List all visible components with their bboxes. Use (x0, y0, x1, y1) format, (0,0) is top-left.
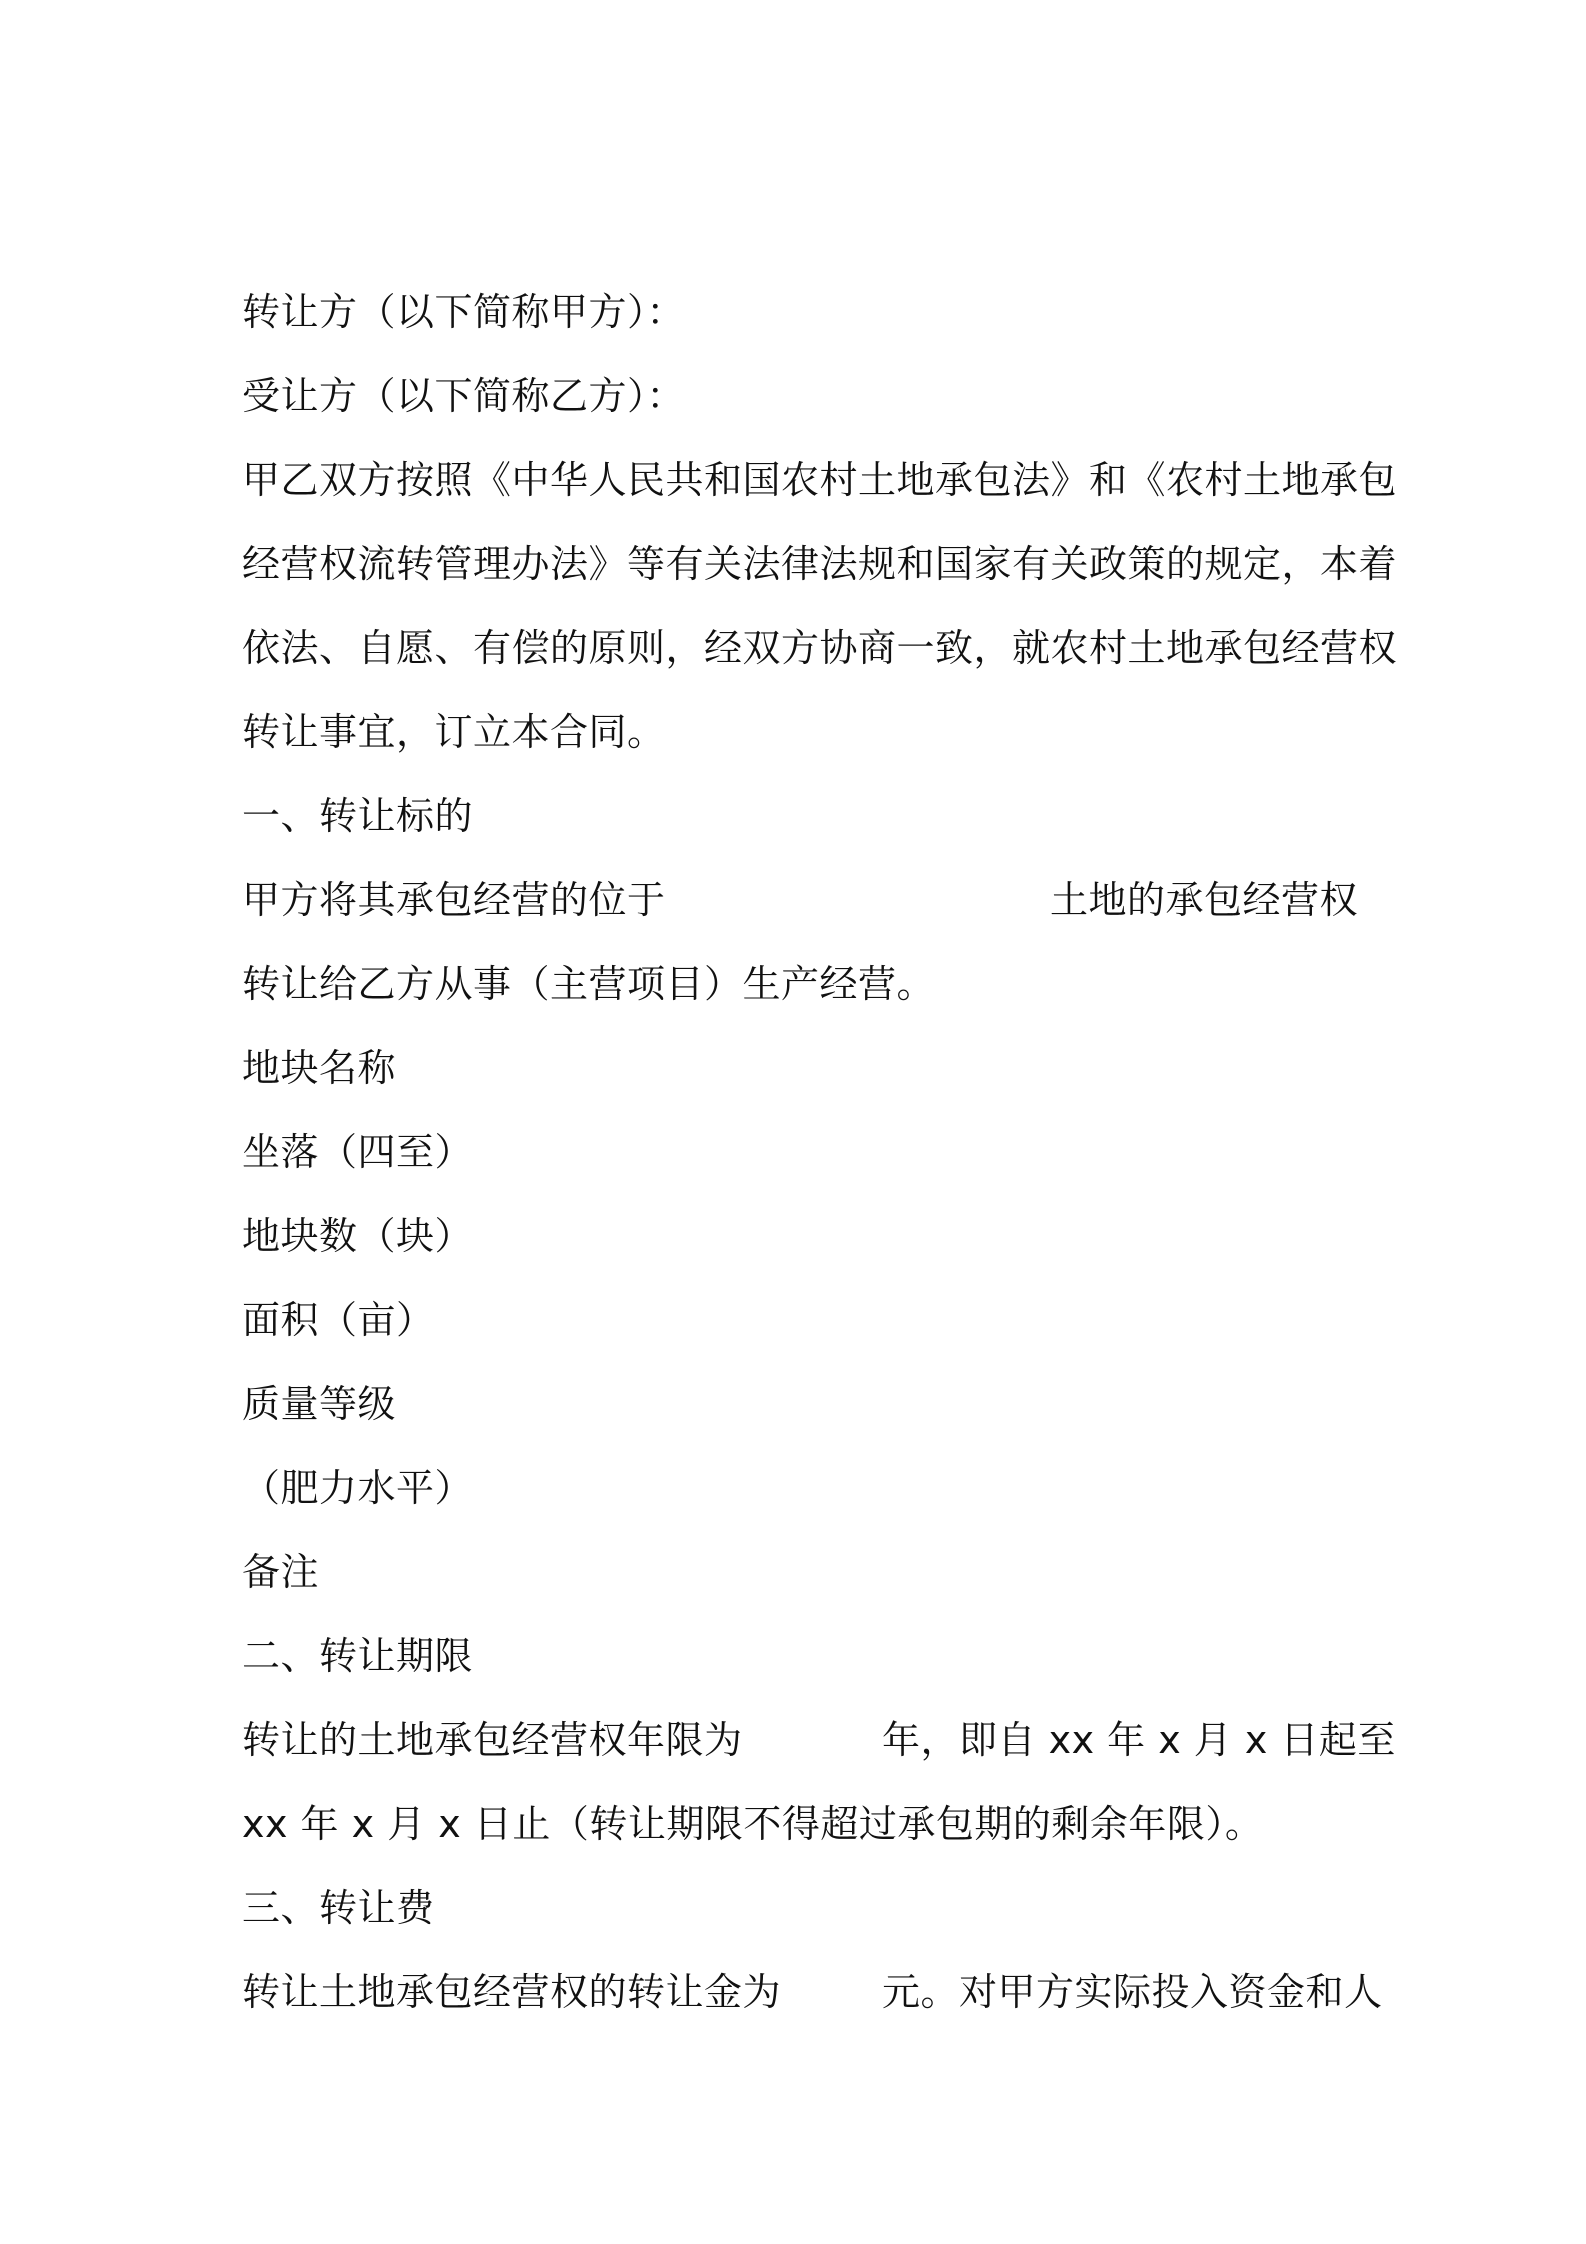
field-fertility-level: （肥力水平） (242, 1466, 474, 1510)
section3-line1-right: 元。对甲方实际投入资金和人 (882, 1970, 1383, 2014)
section2-line-1 (242, 1716, 1396, 1764)
section1-text-line-1 (242, 876, 1359, 924)
preamble-line-2: 经营权流转管理办法》等有关法律法规和国家有关政策的规定，本着 (242, 542, 1398, 586)
field-plot-name: 地块名称 (242, 1046, 397, 1090)
preamble-line-3: 依法、自愿、有偿的原则，经双方协商一致，就农村土地承包经营权 (242, 626, 1398, 670)
field-area: 面积（亩） (242, 1298, 435, 1342)
field-quality-grade: 质量等级 (242, 1382, 397, 1426)
transferee-line: 受让方（以下简称乙方）： (242, 374, 686, 418)
field-plot-count: 地块数（块） (242, 1214, 474, 1258)
section1-text-left: 甲方将其承包经营的位于 (242, 878, 666, 922)
section1-text-line-2: 转让给乙方从事（主营项目）生产经营。 (242, 962, 936, 1006)
preamble-line-1: 甲乙双方按照《中华人民共和国农村土地承包法》和《农村土地承包 (242, 458, 1398, 502)
section2-heading: 二、转让期限 (242, 1634, 474, 1678)
section2-line1-right: 年，即自 xx 年 x 月 x 日起至 (882, 1718, 1396, 1762)
section1-heading: 一、转让标的 (242, 794, 474, 838)
transferor-line: 转让方（以下简称甲方）： (242, 290, 686, 334)
section2-line1-left: 转让的土地承包经营权年限为 (242, 1718, 743, 1762)
preamble-line-4: 转让事宜，订立本合同。 (242, 710, 666, 754)
field-location: 坐落（四至） (242, 1130, 474, 1174)
field-remarks: 备注 (242, 1550, 320, 1594)
section2-line-2: xx 年 x 月 x 日止（转让期限不得超过承包期的剩余年限）。 (242, 1802, 1264, 1846)
section3-line-1 (242, 1968, 1383, 2016)
section3-heading: 三、转让费 (242, 1886, 435, 1930)
section3-line1-left: 转让土地承包经营权的转让金为 (242, 1970, 782, 2014)
section1-text-right: 土地的承包经营权 (1050, 878, 1359, 922)
